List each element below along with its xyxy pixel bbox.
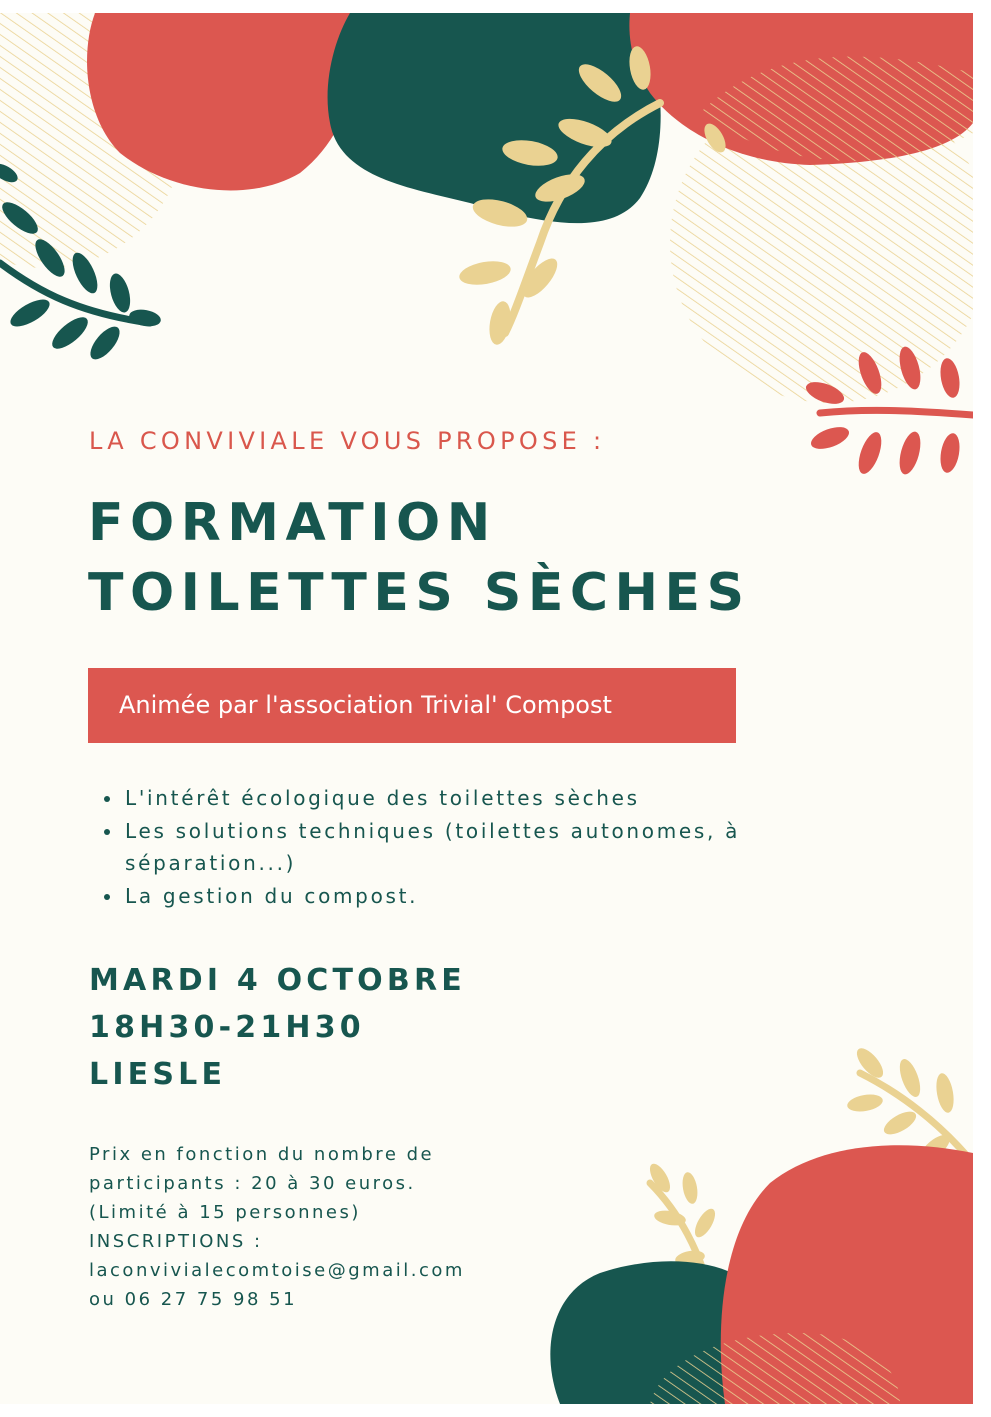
limit-text: (Limité à 15 personnes) bbox=[89, 1202, 361, 1223]
price-line-2: participants : 20 à 30 euros. bbox=[89, 1173, 416, 1194]
title-line-1: FORMATION bbox=[88, 493, 497, 553]
list-item: La gestion du compost. bbox=[88, 880, 835, 913]
contact-email: laconvivialecomtoise@gmail.com bbox=[89, 1260, 465, 1281]
poster bbox=[0, 13, 973, 1404]
list-item: L'intérêt écologique des toilettes sèches bbox=[88, 782, 835, 815]
page-title bbox=[88, 488, 751, 628]
registration-label: INSCRIPTIONS : bbox=[89, 1231, 263, 1252]
price-line-1: Prix en fonction du nombre de bbox=[89, 1144, 435, 1165]
title-line-2: TOILETTES SÈCHES bbox=[88, 563, 751, 623]
event-date: MARDI 4 OCTOBRE bbox=[89, 963, 466, 998]
topics-list bbox=[88, 782, 835, 912]
contact-phone: ou 06 27 75 98 51 bbox=[89, 1289, 298, 1310]
teal-blob-top bbox=[328, 13, 661, 223]
practical-info bbox=[89, 1140, 465, 1314]
list-item: Les solutions techniques (toilettes autonomes, à séparation...) bbox=[88, 815, 835, 880]
event-details bbox=[89, 957, 466, 1098]
organizer-banner: Animée par l'association Trivial' Compost bbox=[88, 668, 736, 743]
event-time: 18H30-21H30 bbox=[89, 1010, 365, 1045]
event-place: LIESLE bbox=[89, 1057, 227, 1092]
intro-heading: LA CONVIVIALE VOUS PROPOSE : bbox=[89, 427, 606, 455]
